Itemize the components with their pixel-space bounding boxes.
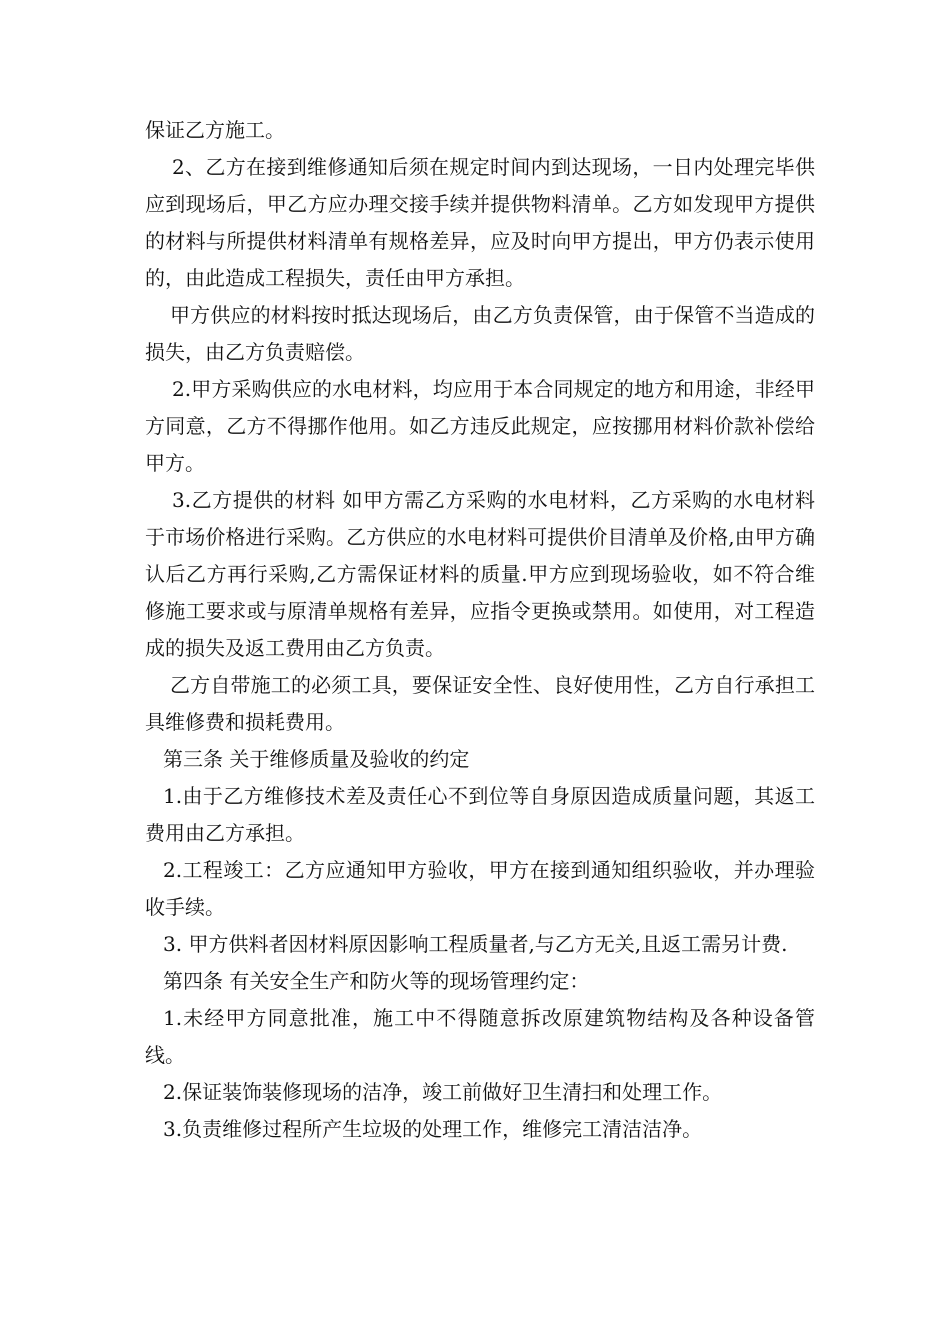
document-body: [145, 112, 815, 1148]
paragraph-article-3-item-3: 3. 甲方供料者因材料原因影响工程质量者,与乙方无关,且返工需另计费.: [163, 932, 788, 956]
heading-article-4: 第四条 有关安全生产和防火等的现场管理约定：: [163, 969, 590, 993]
paragraph-continuation: 保证乙方施工。: [145, 118, 285, 142]
paragraph-material-custody: 甲方供应的材料按时抵达现场后，由乙方负责保管，由于保管不当造成的损失，由乙方负责赔偿。: [145, 303, 815, 364]
paragraph-article-3-item-2: 2.工程竣工：乙方应通知甲方验收，甲方在接到通知组织验收，并办理验收手续。: [145, 858, 815, 919]
paragraph-clause-3-materials: 3.乙方提供的材料 如甲方需乙方采购的水电材料，乙方采购的水电材料于市场价格进行采购。乙方供应的水电材料可提供价目清单及价格,由甲方确认后乙方再行采购,乙方需保证材料的质量.甲方应到现场验收，如不符合维修施工要求或与原清单规格有差异，应指令更换或禁用。如使用，对工程造成的损失及返工费用由乙方负责。: [145, 488, 815, 660]
paragraph-clause-2-notice: 2、乙方在接到维修通知后须在规定时间内到达现场，一日内处理完毕供应到现场后，甲乙方应办理交接手续并提供物料清单。乙方如发现甲方提供的材料与所提供材料清单有规格差异，应及时向甲方提出，甲方仍表示使用的，由此造成工程损失，责任由甲方承担。: [145, 155, 815, 290]
paragraph-clause-2-purchase: 2.甲方采购供应的水电材料，均应用于本合同规定的地方和用途，非经甲方同意，乙方不得挪作他用。如乙方违反此规定，应按挪用材料价款补偿给甲方。: [145, 377, 815, 475]
heading-article-3: 第三条 关于维修质量及验收的约定: [163, 747, 470, 771]
paragraph-article-4-item-3: 3.负责维修过程所产生垃圾的处理工作，维修完工清洁洁净。: [163, 1117, 703, 1141]
paragraph-article-4-item-1: 1.未经甲方同意批准，施工中不得随意拆改原建筑物结构及各种设备管线。: [145, 1006, 815, 1067]
paragraph-article-4-item-2: 2.保证装饰装修现场的洁净，竣工前做好卫生清扫和处理工作。: [163, 1080, 723, 1104]
paragraph-tools: 乙方自带施工的必须工具，要保证安全性、良好使用性，乙方自行承担工具维修费和损耗费用。: [145, 673, 815, 734]
paragraph-article-3-item-1: 1.由于乙方维修技术差及责任心不到位等自身原因造成质量问题，其返工费用由乙方承担。: [145, 784, 815, 845]
